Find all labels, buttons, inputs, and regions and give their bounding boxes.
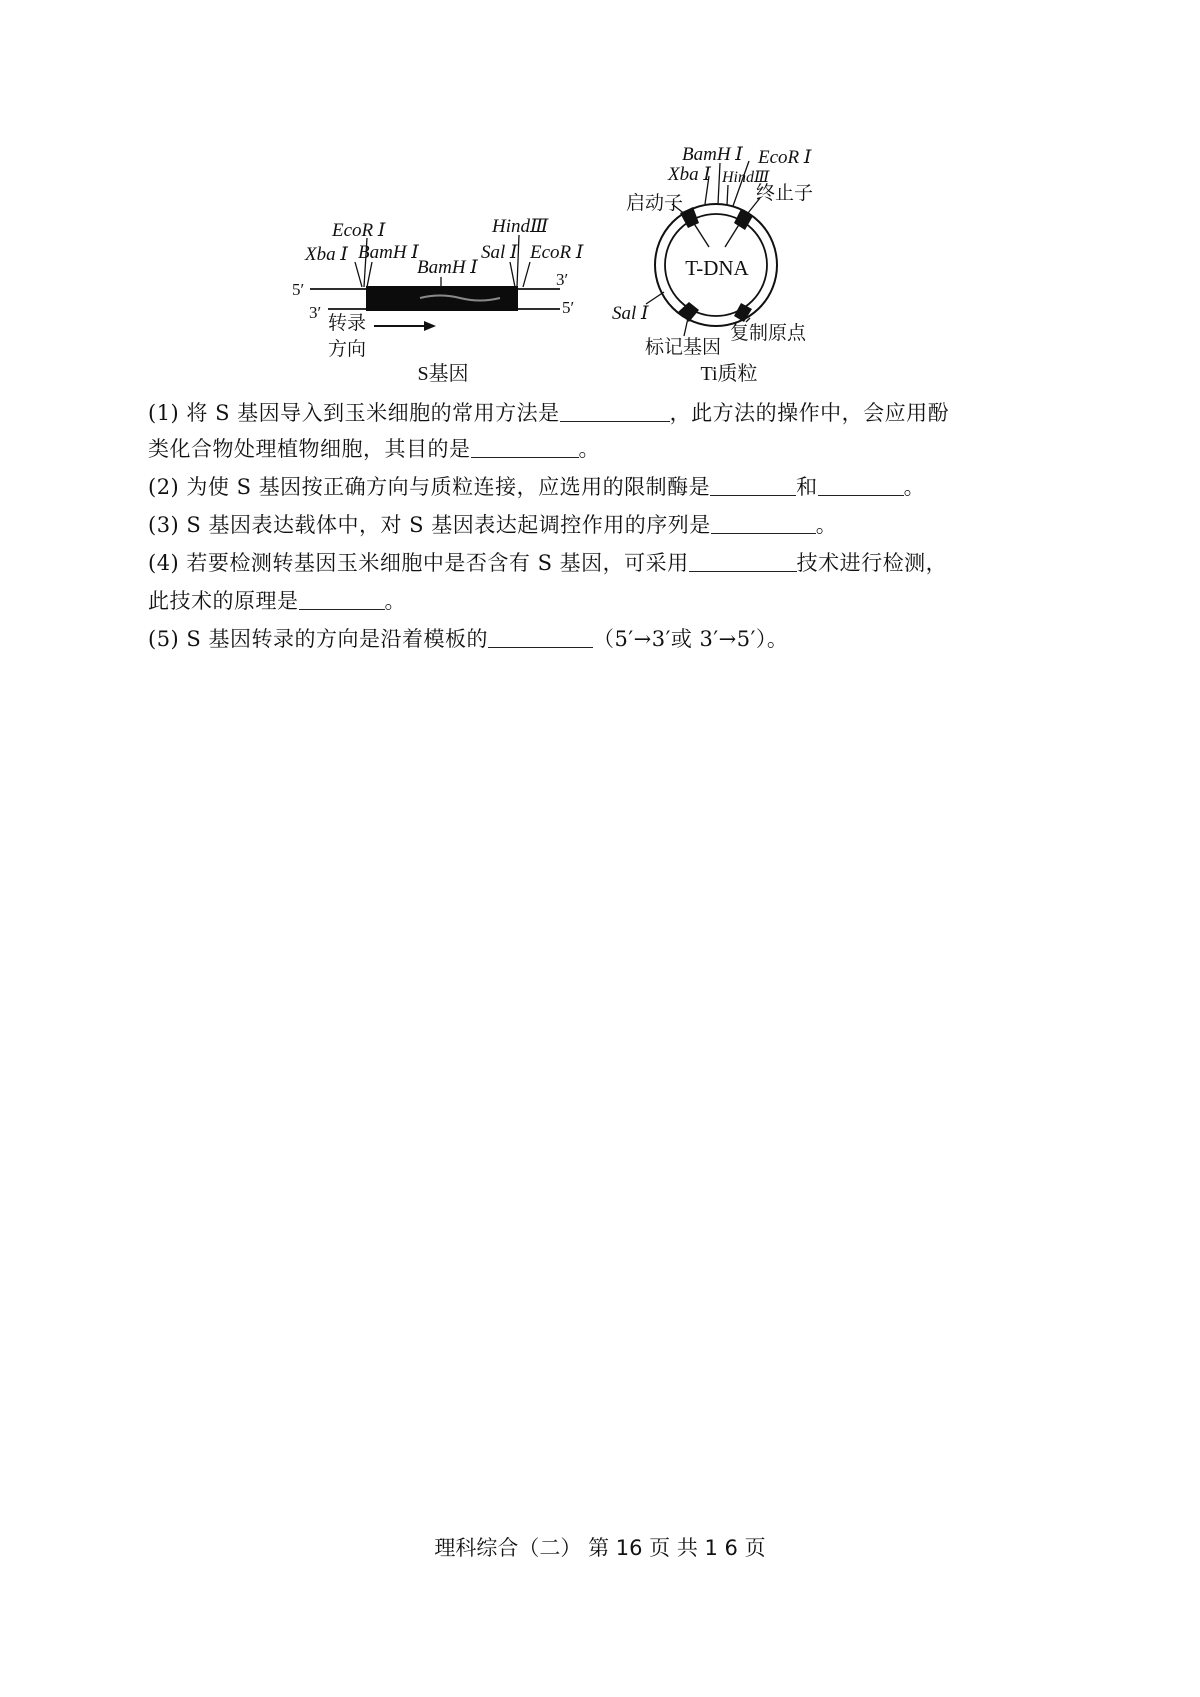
page-footer: 理科综合（二） 第 16 页 共 1 6 页: [434, 1536, 766, 1560]
origin-label: 复制原点: [730, 323, 807, 344]
transcription-label-1: 转录: [328, 313, 367, 334]
tdna-label: T-DNA: [685, 256, 749, 280]
gene-engineering-figure: [0, 0, 1200, 400]
q2-text-a: (2) 为使 S 基因按正确方向与质粒连接，应选用的限制酶是: [148, 475, 711, 499]
top-right-end: 3′: [556, 270, 569, 289]
terminator-label: 终止子: [756, 183, 814, 204]
sali-tick: [510, 262, 515, 287]
ti-plasmid-caption: Ti质粒: [700, 363, 758, 385]
sali-label: Sal Ⅰ: [612, 303, 649, 324]
transcription-label-2: 方向: [328, 339, 367, 360]
q3-text-b: 。: [815, 513, 838, 537]
hindiii-label: HindⅢ: [492, 216, 549, 237]
q1-blank-purpose[interactable]: [471, 435, 579, 458]
q2-text-c: 。: [903, 475, 926, 499]
marker-pointer: [684, 318, 688, 336]
q3-blank-sequence[interactable]: [711, 511, 816, 534]
top-left-end: 5′: [292, 280, 305, 299]
ecori-label: EcoR Ⅰ: [758, 147, 812, 168]
s-gene-diagram: [292, 216, 584, 385]
q1-text-d: 。: [578, 437, 600, 461]
question-2: [148, 472, 925, 502]
s-gene-caption: S基因: [417, 363, 469, 385]
q2-text-b: 和: [796, 475, 818, 499]
question-1-line-2: [148, 434, 600, 464]
q5-text-a: (5) S 基因转录的方向是沿着模板的: [148, 627, 488, 651]
question-4-line-2: [148, 586, 406, 616]
tdna-line-right: [725, 223, 740, 247]
bamhi-left-tick: [367, 262, 372, 287]
q4-blank-principle[interactable]: [299, 587, 385, 610]
q4-text-a: (4) 若要检测转基因玉米细胞中是否含有 S 基因，可采用: [148, 551, 689, 575]
xbai-label: Xba Ⅰ: [668, 164, 711, 185]
ti-plasmid-diagram: [612, 144, 813, 385]
tdna-line-left: [693, 222, 709, 247]
q5-text-b: （5′→3′或 3′→5′）。: [592, 627, 789, 651]
marker-label: 标记基因: [645, 337, 722, 358]
xbai-label: Xba Ⅰ: [305, 244, 348, 265]
question-5: [148, 624, 788, 654]
bottom-right-end: 5′: [562, 298, 575, 317]
q4-text-b: 技术进行检测，: [796, 551, 948, 575]
bamhi-tick: [718, 163, 720, 204]
bamhi-left-label: BamH Ⅰ: [358, 242, 419, 263]
bamhi-label: BamH Ⅰ: [682, 144, 743, 165]
q1-text-b: ，此方法的操作中，会应用酚: [669, 401, 950, 425]
promoter-label: 启动子: [626, 193, 684, 214]
sali-label: Sal Ⅰ: [481, 242, 518, 263]
question-3: [148, 510, 837, 540]
q4-text-d: 。: [384, 589, 406, 613]
q1-text-a: (1) 将 S 基因导入到玉米细胞的常用方法是: [148, 401, 560, 425]
q4-blank-technique[interactable]: [689, 549, 797, 572]
q1-text-c: 类化合物处理植物细胞，其目的是: [148, 437, 471, 461]
question-4-line-1: [148, 548, 947, 578]
sali-pointer: [646, 292, 664, 304]
q2-blank-enzyme-1[interactable]: [710, 473, 796, 496]
q2-blank-enzyme-2[interactable]: [818, 473, 904, 496]
q4-text-c: 此技术的原理是: [148, 589, 299, 613]
q3-text-a: (3) S 基因表达载体中，对 S 基因表达起调控作用的序列是: [148, 513, 711, 537]
hindiii-tick: [727, 185, 728, 205]
bottom-left-end: 3′: [309, 303, 322, 322]
ecori-right-tick: [523, 262, 530, 287]
marker-block: [678, 302, 699, 322]
q1-blank-method[interactable]: [560, 399, 670, 422]
bamhi-mid-label: BamH Ⅰ: [417, 257, 478, 278]
ecori-left-label: EcoR Ⅰ: [332, 220, 386, 241]
hindiii-label: HindⅢ: [722, 169, 770, 186]
question-1-line-1: [148, 398, 949, 428]
transcription-arrowhead-icon: [424, 321, 436, 331]
q5-blank-direction[interactable]: [488, 625, 593, 648]
ecori-right-label: EcoR Ⅰ: [530, 242, 584, 263]
xbai-tick: [355, 262, 362, 287]
